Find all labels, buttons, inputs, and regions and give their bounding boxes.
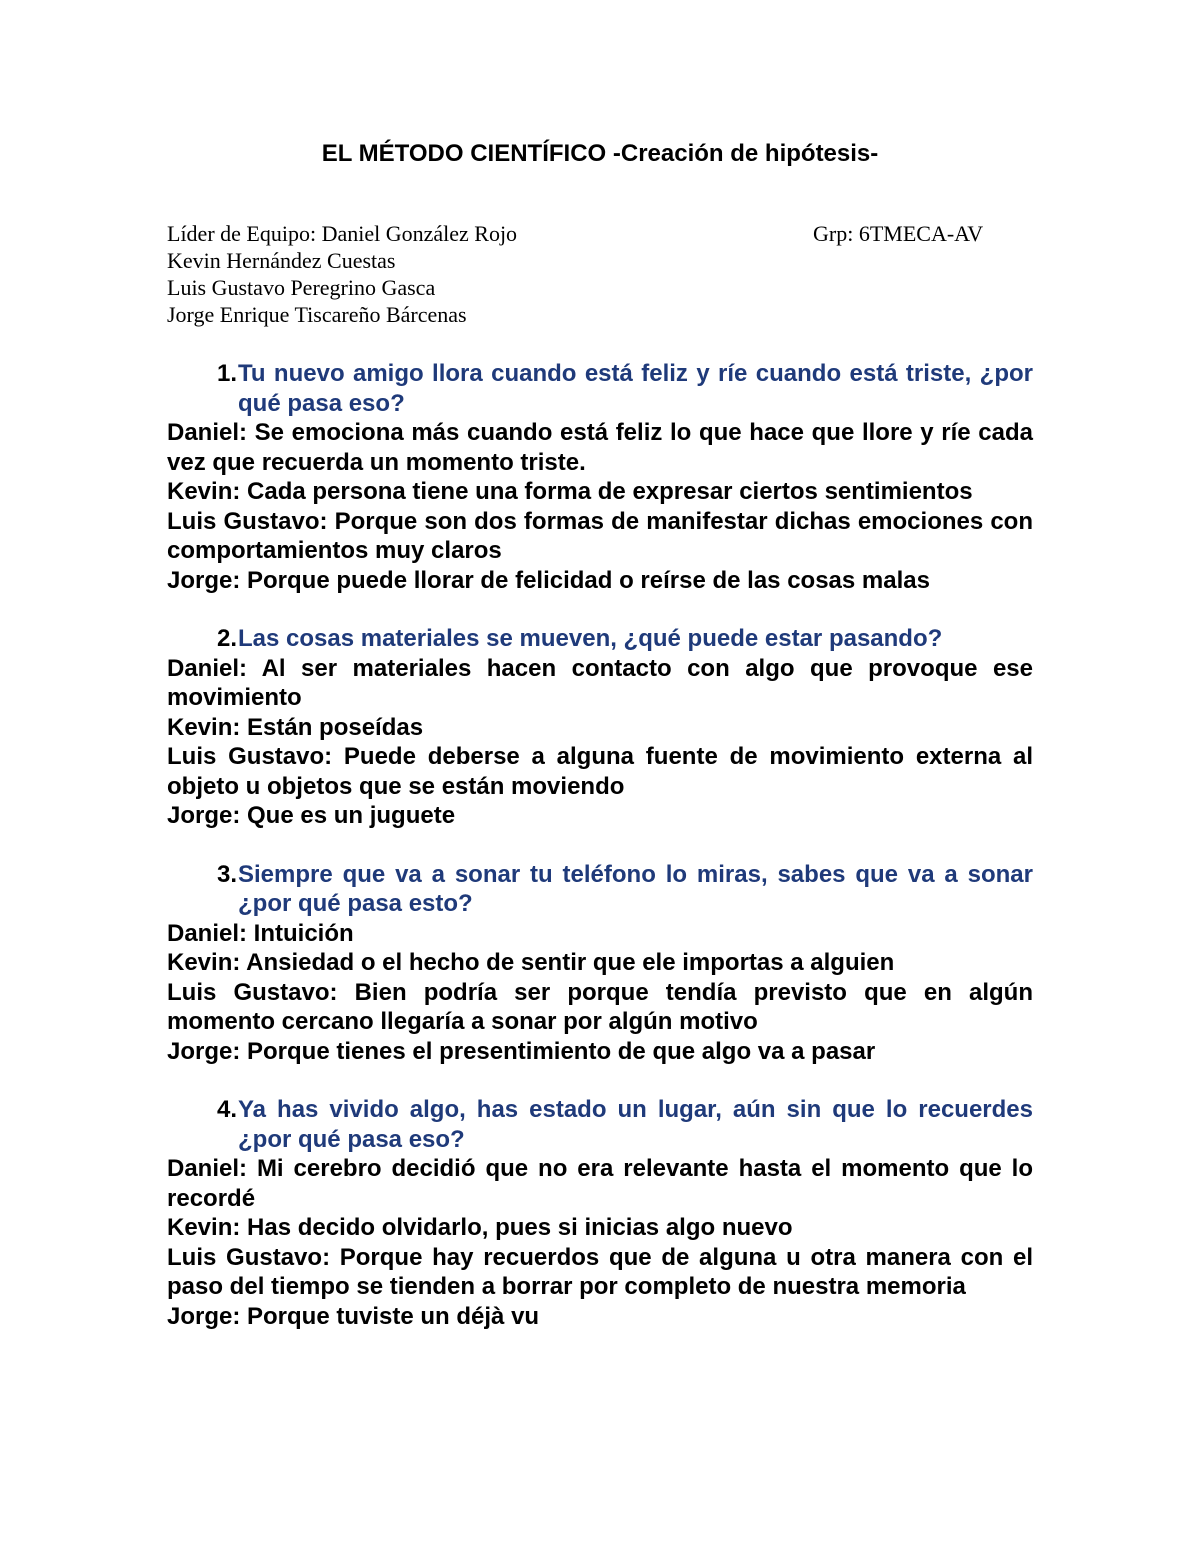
question-block (167, 624, 1033, 831)
team-member: Kevin Hernández Cuestas (167, 248, 396, 273)
answer: Jorge: Porque puede llorar de felicidad o reírse de las cosas malas (167, 566, 930, 594)
answer: Daniel: Mi cerebro decidió que no era relevante hasta el momento que lo recordé (167, 1155, 1033, 1212)
question (167, 1095, 1033, 1154)
answer: Luis Gustavo: Porque hay recuerdos que de alguna u otra manera con el paso del tiempo se tienden a borrar por completo de nuestra memoria (167, 1243, 1033, 1300)
answer: Kevin: Cada persona tiene una forma de expresar ciertos sentimientos (167, 478, 973, 505)
answer: Jorge: Porque tienes el presentimiento de que algo va a pasar (167, 1037, 876, 1065)
question-block (167, 359, 1033, 595)
answer: Kevin: Ansiedad o el hecho de sentir que ele importas a alguien (167, 949, 895, 976)
answer: Jorge: Porque tuviste un déjà vu (167, 1302, 540, 1330)
question-text: Tu nuevo amigo llora cuando está feliz y ríe cuando está triste, ¿por qué pasa eso? (238, 360, 1033, 417)
title-sub: -Creación de hipótesis- (612, 140, 879, 167)
question (167, 860, 1033, 919)
question-number: 4. (216, 1096, 237, 1123)
document-title (167, 138, 1033, 170)
question-block (167, 1095, 1033, 1331)
questions-list (167, 359, 1033, 1331)
answer: Luis Gustavo: Bien podría ser porque tendía previsto que en algún momento cercano llegaría a sonar por algún motivo (167, 978, 1033, 1035)
question-number: 1. (216, 360, 237, 387)
group-label: Grp: 6TMECA-AV (813, 221, 984, 246)
team-member: Jorge Enrique Tiscareño Bárcenas (167, 302, 467, 327)
question-text: Siempre que va a sonar tu teléfono lo miras, sabes que va a sonar ¿por qué pasa esto? (238, 860, 1033, 917)
question (167, 624, 1033, 654)
answer: Daniel: Se emociona más cuando está feliz lo que hace que llore y ríe cada vez que recuerda un momento triste. (167, 419, 1033, 476)
title-main: EL MÉTODO CIENTÍFICO (321, 140, 613, 167)
team-leader: Líder de Equipo: Daniel González Rojo (167, 221, 518, 246)
answer: Daniel: Intuición (167, 919, 354, 947)
question-number: 2. (216, 625, 237, 652)
answer: Jorge: Que es un juguete (167, 802, 456, 829)
team-member: Luis Gustavo Peregrino Gasca (167, 275, 436, 300)
document-page (167, 138, 1033, 1360)
team-info (167, 220, 1033, 328)
question-number: 3. (216, 860, 237, 888)
answer: Kevin: Has decido olvidarlo, pues si inicias algo nuevo (167, 1214, 793, 1241)
answer: Daniel: Al ser materiales hacen contacto con algo que provoque ese movimiento (167, 654, 1033, 711)
answer: Kevin: Están poseídas (167, 713, 424, 741)
answer: Luis Gustavo: Porque son dos formas de manifestar dichas emociones con comportamientos muy claros (167, 507, 1033, 564)
question-text: Las cosas materiales se mueven, ¿qué puede estar pasando? (238, 625, 943, 652)
question (167, 359, 1033, 418)
question-text: Ya has vivido algo, has estado un lugar, aún sin que lo recuerdes ¿por qué pasa eso? (238, 1096, 1033, 1153)
answer: Luis Gustavo: Puede deberse a alguna fuente de movimiento externa al objeto u objetos que se están moviendo (167, 743, 1033, 800)
question-block (167, 860, 1033, 1067)
team-leader-row (167, 220, 1033, 247)
